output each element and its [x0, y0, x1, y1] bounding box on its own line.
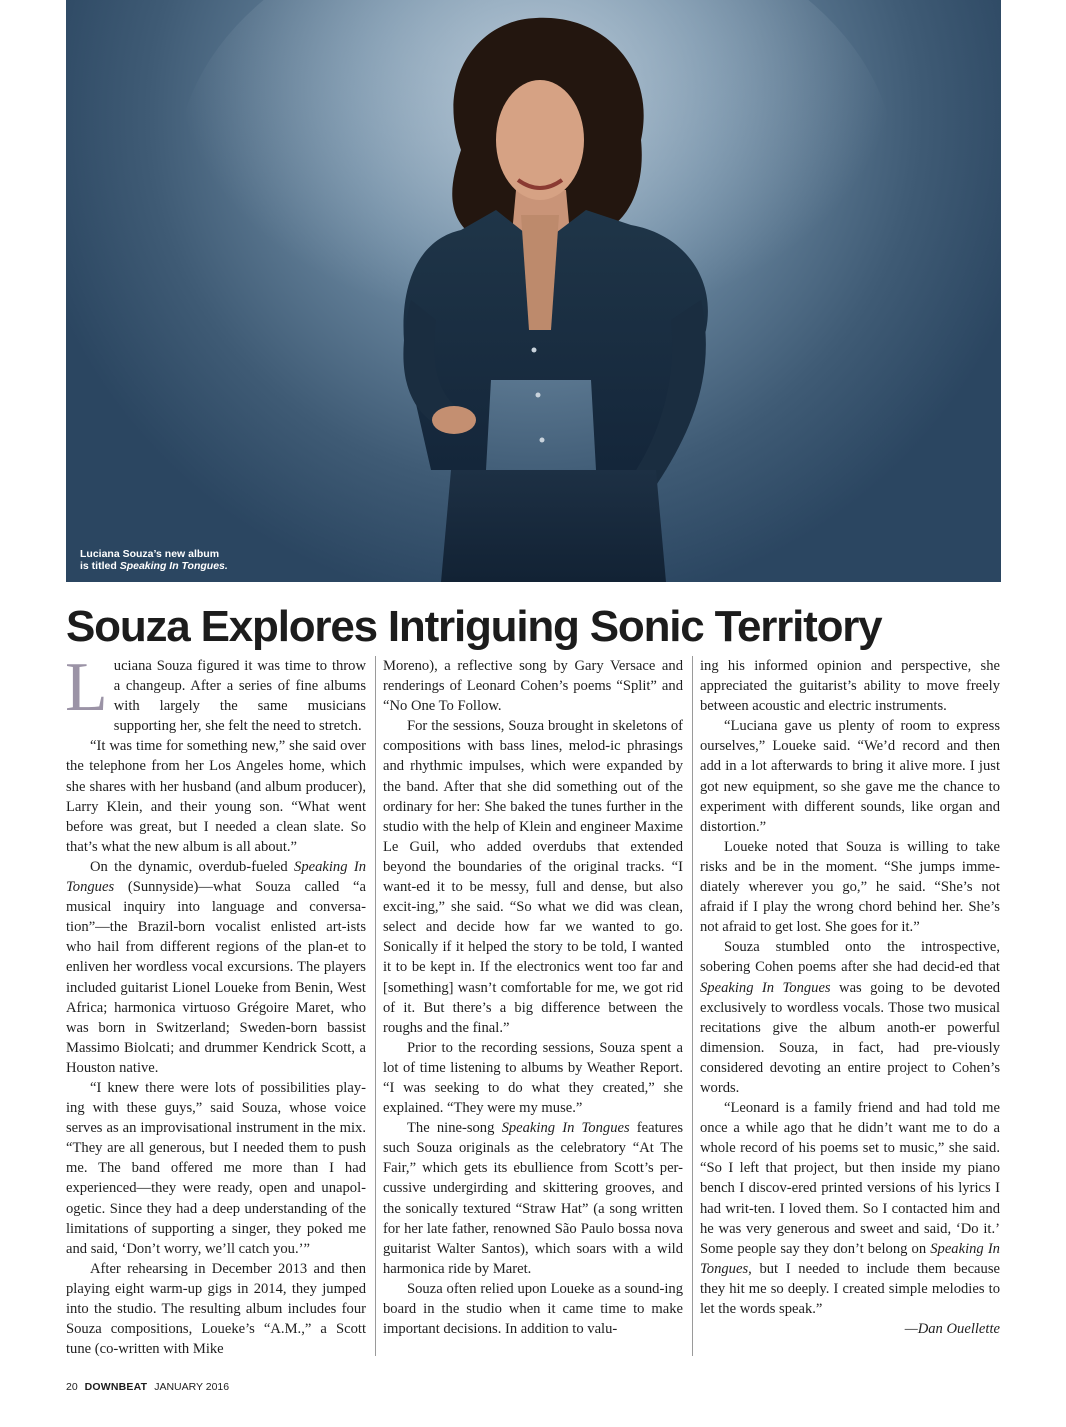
paragraph: “I knew there were lots of possibilities play-ing with these guys,” said Souza, whose voice serves as an improvisational instrument in the mix. “They are all generous, but I needed them to push me. The band offered me more than I had experienced—they were ready, open and unapol-ogetic. Since they had a deep understanding of the limitations of supporting a singer, they poked me and said, ‘Don’t worry, we’ll catch you.’” — [66, 1079, 366, 1257]
caption-album-title: Speaking In Tongues. — [119, 560, 228, 572]
article-column-1 — [65, 649, 366, 1359]
paragraph-text: The nine-song — [407, 1120, 502, 1137]
drop-cap: L — [65, 649, 108, 726]
paragraph-text: On the dynamic, overdub-fueled — [90, 858, 295, 875]
portrait-illustration — [66, 0, 1001, 582]
paragraph — [700, 937, 1000, 1098]
album-title: Speaking In Tongues — [700, 979, 831, 996]
paragraph: Loueke noted that Souza is willing to take risks and be in the moment. “She jumps imme-diately wherever you go,” he said. “She’s not afraid if I play the wrong chord behind her. She’s not afraid to get lost. She goes for it.” — [700, 838, 1000, 936]
album-title: Speaking In Tongues — [700, 1240, 1000, 1277]
photo-credit: KIM FOX — [1044, 531, 1053, 568]
caption-line-2 — [80, 560, 228, 572]
paragraph-text: (Sunnyside)—what Souza called “a musical inquiry into language and conversa-tion”—the Brazil-born vocalist enlisted art-ists who hail from different regions of the plan-et to enliven her wordless vocal excursions. The players included guitarist Lionel Loueke from Benin, West Africa; harmonica virtuoso Grégoire Maret, who was born in Switzerland; Sweden-born bassist Massimo Biolcati; and drummer Kendrick Scott, a Houston native. — [66, 879, 366, 1076]
paragraph: ing his informed opinion and perspective, she appreciated the guitarist’s ability to move freely between acoustic and electric instruments. — [700, 658, 1000, 715]
article-column-2 — [383, 656, 683, 1339]
paragraph-text: uciana Souza figured it was time to throw a changeup. After a series of fine albums with largely the same musicians supporting her, she felt the need to stretch. — [113, 658, 366, 735]
photo-caption — [80, 548, 228, 572]
paragraph: After rehearsing in December 2013 and then playing eight warm-up gigs in 2014, they jumped into the studio. The resulting album includes four Souza compositions, Loueke’s “A.M.,” a Scott tune (co-written with Mike — [66, 1260, 366, 1358]
paragraph: Moreno), a reflective song by Gary Versace and renderings of Leonard Cohen’s poems “Split” and “No One To Follow. — [383, 658, 683, 715]
page-footer — [66, 1381, 229, 1393]
caption-prefix: is titled — [80, 560, 120, 572]
paragraph-text: Souza stumbled onto the introspective, sobering Cohen poems after she had decid-ed that — [700, 939, 1000, 976]
paragraph-text: “Leonard is a family friend and had told me once a while ago that he didn’t want me to do a whole record of his poems set to music,” she said. “So I left that project, but then inside my piano bench I discov-ered printed versions of his lyrics I had writ-ten. I loved them. So I contacted him and he was very generous and sweet and said, ‘Do it.’ Some people say they don’t belong on — [700, 1100, 1000, 1257]
caption-line-1: Luciana Souza’s new album — [80, 548, 220, 560]
paragraph: For the sessions, Souza brought in skeletons of compositions with bass lines, melod-ic phrasings and rhythmic impulses, which were expanded by the band. After that she did something out of the ordinary for her: She baked the tunes further in the studio with the help of Klein and engineer Maxime Le Guil, who added overdubs that extended beyond the boundaries of the original tracks. “I want-ed it to be messy, full and dense, but also excit-ing,” she said. “So what we did was clean, select and decide how far we wanted to go. Sonically if it helped the story to be told, I wanted it to be kept in. If the electronics went too far and [something] wasn’t comfortable for me, we got rid of it. But there’s a big difference between the roughs and the final.” — [383, 718, 683, 1036]
article-column-3 — [700, 656, 1000, 1339]
paragraph-text: was going to be devoted exclusively to wordless vocals. Those two musical recitations give the album anoth-er powerful dimension. Souza, in fact, had pre-viously considered devoting an entire project to Cohen’s words. — [700, 979, 1000, 1096]
album-title: Speaking In Tongues — [501, 1120, 630, 1137]
paragraph: “Luciana gave us plenty of room to express ourselves,” Loueke said. “We’d record and then add in a lot afterwards to bring it alive more. I just got new equipment, so she gave me the chance to experiment with different sounds, like organ and distortion.” — [700, 718, 1000, 835]
author-signature: —Dan Ouellette — [904, 1321, 1000, 1338]
issue-date: JANUARY 2016 — [154, 1381, 230, 1393]
paragraph: “It was time for something new,” she said over the telephone from her Los Angeles home, which she shares with her husband (and album producer), Larry Klein, and their young son. “What went before was great, but I needed a clean slate. So that’s what the new album is all about.” — [66, 738, 366, 855]
paragraph-text: features such Souza originals as the celebratory “At The Fair,” which gets its ebullience from Scott’s per-cussive undergirding and skittering grooves, and the sonically textured “Straw Hat” (a song written for her late father, renowned São Paulo bossa nova guitarist Walter Santos), which soars with a wild harmonica ride by Maret. — [383, 1120, 683, 1277]
paragraph: Souza often relied upon Loueke as a sound-ing board in the studio when it came time to make important decisions. In addition to valu- — [383, 1280, 683, 1338]
cover-photo — [66, 0, 1053, 582]
paragraph — [383, 1118, 683, 1279]
column-rule-1 — [375, 656, 376, 1356]
article-headline: Souza Explores Intriguing Sonic Territory — [66, 602, 882, 651]
page-number: 20 — [66, 1381, 78, 1393]
paragraph — [66, 857, 366, 1078]
column-rule-2 — [692, 656, 693, 1356]
magazine-name: DOWNBEAT — [84, 1381, 148, 1393]
paragraph-text: , but I needed to include them because they hit me so deeply. I created simple melodies to let the words speak.” — [700, 1260, 1000, 1317]
album-title: Speaking In Tongues — [66, 858, 366, 896]
paragraph — [700, 1098, 1000, 1319]
paragraph: Prior to the recording sessions, Souza spent a lot of time listening to albums by Weather Report. “I was seeking to do what they created,” she explained. “They were my muse.” — [383, 1039, 683, 1117]
paragraph — [65, 649, 366, 736]
